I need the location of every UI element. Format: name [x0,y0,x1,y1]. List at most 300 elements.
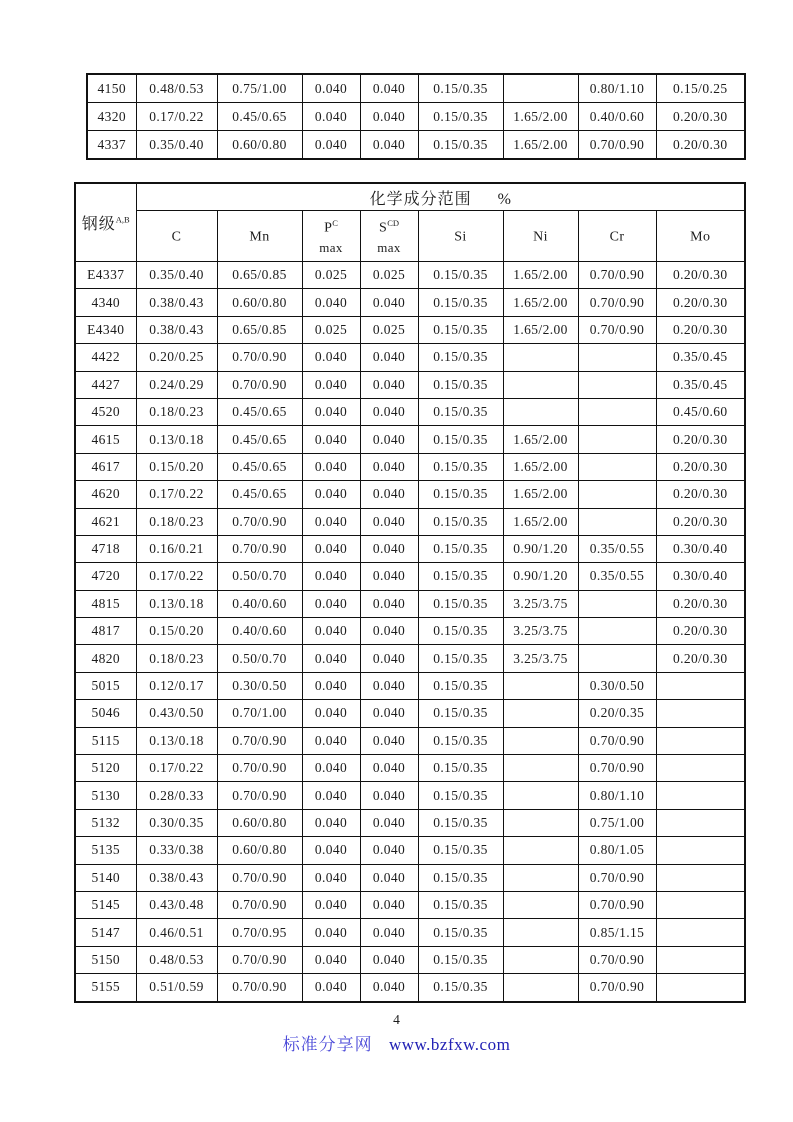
value-cell: 0.33/0.38 [136,837,217,864]
grade-cell: 4815 [75,590,136,617]
value-cell: 0.040 [360,289,418,316]
value-cell: 0.20/0.30 [656,131,745,160]
value-cell: 3.25/3.75 [503,645,578,672]
value-cell: 0.13/0.18 [136,426,217,453]
value-cell: 0.65/0.85 [217,316,302,343]
column-header-mo [656,211,745,262]
value-cell [656,782,745,809]
grade-cell: 4621 [75,508,136,535]
value-cell: 0.040 [302,672,360,699]
column-header-si [418,211,503,262]
value-cell: 0.15/0.35 [418,344,503,371]
value-cell: 0.50/0.70 [217,645,302,672]
footer-site-name[interactable]: 标准分享网 [282,1035,373,1054]
value-cell: 0.040 [302,535,360,562]
value-cell: 0.040 [302,74,360,103]
value-cell: 0.70/0.90 [578,891,656,918]
column-header-c [136,211,217,262]
grade-cell: 4620 [75,481,136,508]
value-cell [503,700,578,727]
value-cell [578,398,656,425]
grade-cell: 4337 [87,131,136,160]
value-cell: 0.70/0.90 [217,946,302,973]
value-cell: 0.15/0.35 [418,946,503,973]
value-cell: 0.20/0.30 [656,262,745,289]
value-cell: 0.17/0.22 [136,563,217,590]
value-cell: 0.040 [360,809,418,836]
grade-cell: 4820 [75,645,136,672]
grade-header-footnote: A,B [115,214,130,225]
value-cell: 0.040 [360,508,418,535]
value-cell: 3.25/3.75 [503,590,578,617]
value-cell: 0.040 [360,426,418,453]
value-cell: 0.040 [360,371,418,398]
value-cell: 0.040 [360,131,418,160]
value-cell: 0.12/0.17 [136,672,217,699]
value-cell: 1.65/2.00 [503,131,578,160]
value-cell [578,508,656,535]
table-row [87,74,745,103]
value-cell: 0.28/0.33 [136,782,217,809]
value-cell: 0.040 [360,700,418,727]
value-cell: 0.15/0.35 [418,481,503,508]
value-cell: 0.040 [360,535,418,562]
value-cell: 0.15/0.35 [418,508,503,535]
grade-cell: 4340 [75,289,136,316]
value-cell: 0.040 [302,946,360,973]
grade-cell: 4817 [75,618,136,645]
table-row [75,344,745,371]
value-cell: 0.30/0.50 [217,672,302,699]
table-row [75,837,745,864]
max-label: max [377,240,401,256]
element-label: Mo [690,229,711,245]
value-cell: 0.040 [302,974,360,1002]
value-cell: 0.040 [302,891,360,918]
table-row [87,103,745,131]
column-header-mn [217,211,302,262]
column-header-s [360,211,418,262]
value-cell: 0.35/0.45 [656,344,745,371]
value-cell: 0.17/0.22 [136,755,217,782]
value-cell: 0.15/0.35 [418,535,503,562]
value-cell: 0.040 [360,398,418,425]
value-cell: 0.70/0.90 [217,974,302,1002]
value-cell: 0.70/0.90 [578,946,656,973]
column-header-cr [578,211,656,262]
value-cell: 0.040 [302,782,360,809]
table-row [75,755,745,782]
grade-cell: 5140 [75,864,136,891]
value-cell: 0.15/0.35 [418,563,503,590]
value-cell: 0.20/0.30 [656,618,745,645]
grade-cell: 5132 [75,809,136,836]
value-cell: 0.70/0.90 [578,262,656,289]
value-cell: 0.040 [302,426,360,453]
value-cell: 0.70/0.90 [217,535,302,562]
value-cell [503,974,578,1002]
value-cell: 0.60/0.80 [217,131,302,160]
table-row [75,919,745,946]
value-cell [503,946,578,973]
grade-cell: 4615 [75,426,136,453]
value-cell: 0.15/0.20 [136,618,217,645]
value-cell: 0.20/0.30 [656,103,745,131]
table-row [75,864,745,891]
element-label: Mn [249,229,270,245]
value-cell: 0.75/1.00 [217,74,302,103]
element-label: Ni [533,229,548,245]
value-cell [656,700,745,727]
value-cell [656,837,745,864]
value-cell: 0.45/0.65 [217,453,302,480]
element-label: $S^{CD}$ [379,217,399,236]
value-cell: 0.15/0.35 [418,727,503,754]
value-cell: 0.17/0.22 [136,103,217,131]
value-cell: 0.15/0.35 [418,74,503,103]
table-row [75,946,745,973]
value-cell: 0.040 [302,453,360,480]
value-cell: 0.040 [360,563,418,590]
grade-cell: 5015 [75,672,136,699]
value-cell: 0.040 [302,590,360,617]
table-row [75,371,745,398]
grade-cell: 5135 [75,837,136,864]
value-cell: 0.040 [360,453,418,480]
value-cell: 0.35/0.40 [136,131,217,160]
table-row [75,563,745,590]
value-cell: 0.13/0.18 [136,590,217,617]
max-label: max [319,240,343,256]
value-cell: 0.20/0.30 [656,508,745,535]
value-cell: 0.70/0.90 [578,316,656,343]
grade-column-header [75,183,136,262]
table-title [136,183,745,211]
value-cell: 0.20/0.30 [656,481,745,508]
table-row [75,535,745,562]
grade-cell: 5145 [75,891,136,918]
table-title-unit: % [497,190,511,208]
value-cell [503,755,578,782]
value-cell: 3.25/3.75 [503,618,578,645]
value-cell [578,344,656,371]
grade-cell: 5155 [75,974,136,1002]
column-header-ni [503,211,578,262]
value-cell: 0.040 [360,919,418,946]
table-row [75,316,745,343]
value-cell: 0.35/0.40 [136,262,217,289]
value-cell: 0.70/0.90 [578,864,656,891]
table-row [75,618,745,645]
value-cell: 0.040 [360,891,418,918]
grade-cell: 4150 [87,74,136,103]
value-cell: 0.040 [360,103,418,131]
grade-cell: 5120 [75,755,136,782]
grade-cell: 5130 [75,782,136,809]
value-cell: 0.040 [302,700,360,727]
value-cell: 0.025 [302,262,360,289]
value-cell [503,371,578,398]
value-cell [656,919,745,946]
value-cell: 0.040 [302,645,360,672]
value-cell: 0.025 [302,316,360,343]
value-cell: 0.20/0.30 [656,453,745,480]
value-cell: 0.70/0.95 [217,919,302,946]
value-cell: 0.16/0.21 [136,535,217,562]
table-row [75,974,745,1002]
value-cell [656,672,745,699]
value-cell: 0.60/0.80 [217,837,302,864]
main-table-body [75,262,745,1002]
value-cell: 0.15/0.35 [418,809,503,836]
value-cell: 0.040 [360,672,418,699]
value-cell: 0.15/0.35 [418,782,503,809]
value-cell: 0.15/0.35 [418,426,503,453]
grade-cell: 4427 [75,371,136,398]
value-cell: 0.80/1.05 [578,837,656,864]
grade-cell: 4520 [75,398,136,425]
value-cell: 0.80/1.10 [578,74,656,103]
value-cell: 0.15/0.35 [418,672,503,699]
value-cell: 0.040 [302,344,360,371]
value-cell: 1.65/2.00 [503,262,578,289]
table-row [75,508,745,535]
value-cell: 1.65/2.00 [503,481,578,508]
value-cell: 0.18/0.23 [136,645,217,672]
value-cell: 0.48/0.53 [136,946,217,973]
element-label: Si [454,229,467,245]
value-cell: 0.80/1.10 [578,782,656,809]
value-cell [578,645,656,672]
value-cell: 0.40/0.60 [217,590,302,617]
value-cell: 0.040 [302,837,360,864]
value-cell: 0.20/0.30 [656,645,745,672]
value-cell [578,590,656,617]
value-cell: 0.43/0.48 [136,891,217,918]
value-cell: 0.70/0.90 [217,508,302,535]
value-cell [656,727,745,754]
grade-cell: 4718 [75,535,136,562]
value-cell: 0.24/0.29 [136,371,217,398]
value-cell: 0.90/1.20 [503,535,578,562]
value-cell: 0.15/0.35 [418,864,503,891]
value-cell: 0.040 [360,590,418,617]
value-cell: 0.48/0.53 [136,74,217,103]
value-cell: 0.15/0.35 [418,919,503,946]
footer-url[interactable]: www.bzfxw.com [388,1035,511,1054]
value-cell: 0.025 [360,262,418,289]
value-cell: 0.040 [360,755,418,782]
value-cell: 0.70/0.90 [578,755,656,782]
element-header-row [75,211,745,262]
value-cell [578,453,656,480]
value-cell: 0.040 [360,864,418,891]
value-cell: 0.20/0.30 [656,426,745,453]
value-cell: 0.040 [360,645,418,672]
value-cell: 0.15/0.20 [136,453,217,480]
value-cell [503,864,578,891]
value-cell: 0.70/0.90 [578,727,656,754]
grade-cell: E4340 [75,316,136,343]
value-cell: 0.45/0.65 [217,426,302,453]
grade-cell: 5046 [75,700,136,727]
table-row [75,426,745,453]
value-cell: 0.30/0.50 [578,672,656,699]
value-cell: 0.040 [360,618,418,645]
value-cell: 0.040 [360,344,418,371]
value-cell: 0.70/0.90 [217,782,302,809]
grade-header-label: 钢级 [81,216,116,233]
value-cell [503,891,578,918]
continuation-table [86,73,746,160]
value-cell [656,864,745,891]
table-row [75,262,745,289]
value-cell [578,426,656,453]
value-cell: 0.70/0.90 [217,864,302,891]
value-cell: 0.040 [302,864,360,891]
value-cell: 0.15/0.35 [418,453,503,480]
value-cell: 0.15/0.35 [418,645,503,672]
value-cell: 0.70/0.90 [578,131,656,160]
value-cell: 0.45/0.65 [217,481,302,508]
table-header [75,183,745,262]
value-cell: 0.040 [302,131,360,160]
value-cell: 0.15/0.35 [418,755,503,782]
value-cell: 0.040 [360,727,418,754]
value-cell: 0.40/0.60 [578,103,656,131]
value-cell: 0.20/0.35 [578,700,656,727]
value-cell: 0.20/0.30 [656,289,745,316]
value-cell: 0.35/0.45 [656,371,745,398]
value-cell [503,919,578,946]
table-row [75,481,745,508]
value-cell: 0.15/0.35 [418,289,503,316]
value-cell: 0.75/1.00 [578,809,656,836]
value-cell [656,974,745,1002]
table-title-text: 化学成分范围 [369,190,472,208]
value-cell [656,946,745,973]
value-cell [578,618,656,645]
value-cell: 0.15/0.35 [418,398,503,425]
grade-cell: 4422 [75,344,136,371]
value-cell: 0.30/0.35 [136,809,217,836]
value-cell: 0.040 [360,946,418,973]
table-row [75,590,745,617]
value-cell: 0.040 [302,481,360,508]
value-cell: 0.40/0.60 [217,618,302,645]
footer-link[interactable] [0,1030,793,1055]
value-cell: 0.15/0.35 [418,974,503,1002]
value-cell: 0.040 [360,481,418,508]
value-cell: 1.65/2.00 [503,453,578,480]
table-row [75,289,745,316]
value-cell [503,344,578,371]
value-cell: 0.15/0.35 [418,316,503,343]
value-cell: 0.50/0.70 [217,563,302,590]
value-cell [503,398,578,425]
value-cell: 0.15/0.35 [418,837,503,864]
value-cell: 0.60/0.80 [217,289,302,316]
value-cell: 1.65/2.00 [503,426,578,453]
value-cell: 0.70/0.90 [578,289,656,316]
value-cell: 0.040 [302,563,360,590]
grade-cell: E4337 [75,262,136,289]
value-cell: 0.20/0.25 [136,344,217,371]
table-row [75,809,745,836]
element-label: C [171,229,182,245]
value-cell: 0.040 [360,74,418,103]
value-cell: 0.70/0.90 [217,727,302,754]
value-cell: 0.45/0.65 [217,398,302,425]
column-header-p [302,211,360,262]
value-cell: 0.040 [360,837,418,864]
value-cell: 0.040 [302,727,360,754]
value-cell [656,755,745,782]
chemical-composition-table [74,182,746,1003]
grade-cell: 4617 [75,453,136,480]
value-cell: 0.51/0.59 [136,974,217,1002]
value-cell: 0.38/0.43 [136,864,217,891]
value-cell: 0.15/0.35 [418,700,503,727]
value-cell: 0.60/0.80 [217,809,302,836]
value-cell: 0.17/0.22 [136,481,217,508]
value-cell: 0.18/0.23 [136,508,217,535]
value-cell: 0.040 [302,755,360,782]
table-title-row [75,183,745,211]
value-cell [503,74,578,103]
value-cell: 0.15/0.35 [418,262,503,289]
table-row [75,700,745,727]
value-cell [503,672,578,699]
value-cell: 0.040 [302,919,360,946]
value-cell: 0.43/0.50 [136,700,217,727]
value-cell: 0.040 [302,103,360,131]
value-cell: 1.65/2.00 [503,289,578,316]
grade-cell: 4720 [75,563,136,590]
table-row [75,398,745,425]
value-cell: 0.70/0.90 [217,371,302,398]
table-row [87,131,745,160]
value-cell: 0.35/0.55 [578,563,656,590]
value-cell: 0.15/0.35 [418,618,503,645]
value-cell: 0.040 [302,809,360,836]
table-row [75,645,745,672]
value-cell: 0.85/1.15 [578,919,656,946]
value-cell [578,481,656,508]
value-cell: 0.15/0.35 [418,891,503,918]
value-cell: 0.040 [302,398,360,425]
continuation-table-body [87,74,745,159]
value-cell [656,891,745,918]
value-cell: 0.040 [360,974,418,1002]
value-cell [503,727,578,754]
value-cell: 0.70/0.90 [217,891,302,918]
value-cell: 0.45/0.65 [217,103,302,131]
value-cell: 0.65/0.85 [217,262,302,289]
value-cell: 0.040 [302,508,360,535]
value-cell: 0.30/0.40 [656,563,745,590]
grade-cell: 5150 [75,946,136,973]
value-cell: 0.040 [302,289,360,316]
element-label: Cr [609,229,625,245]
value-cell: 0.38/0.43 [136,316,217,343]
grade-cell: 5115 [75,727,136,754]
value-cell: 0.15/0.35 [418,131,503,160]
value-cell: 0.20/0.30 [656,590,745,617]
value-cell: 0.70/1.00 [217,700,302,727]
grade-cell: 5147 [75,919,136,946]
value-cell: 0.35/0.55 [578,535,656,562]
